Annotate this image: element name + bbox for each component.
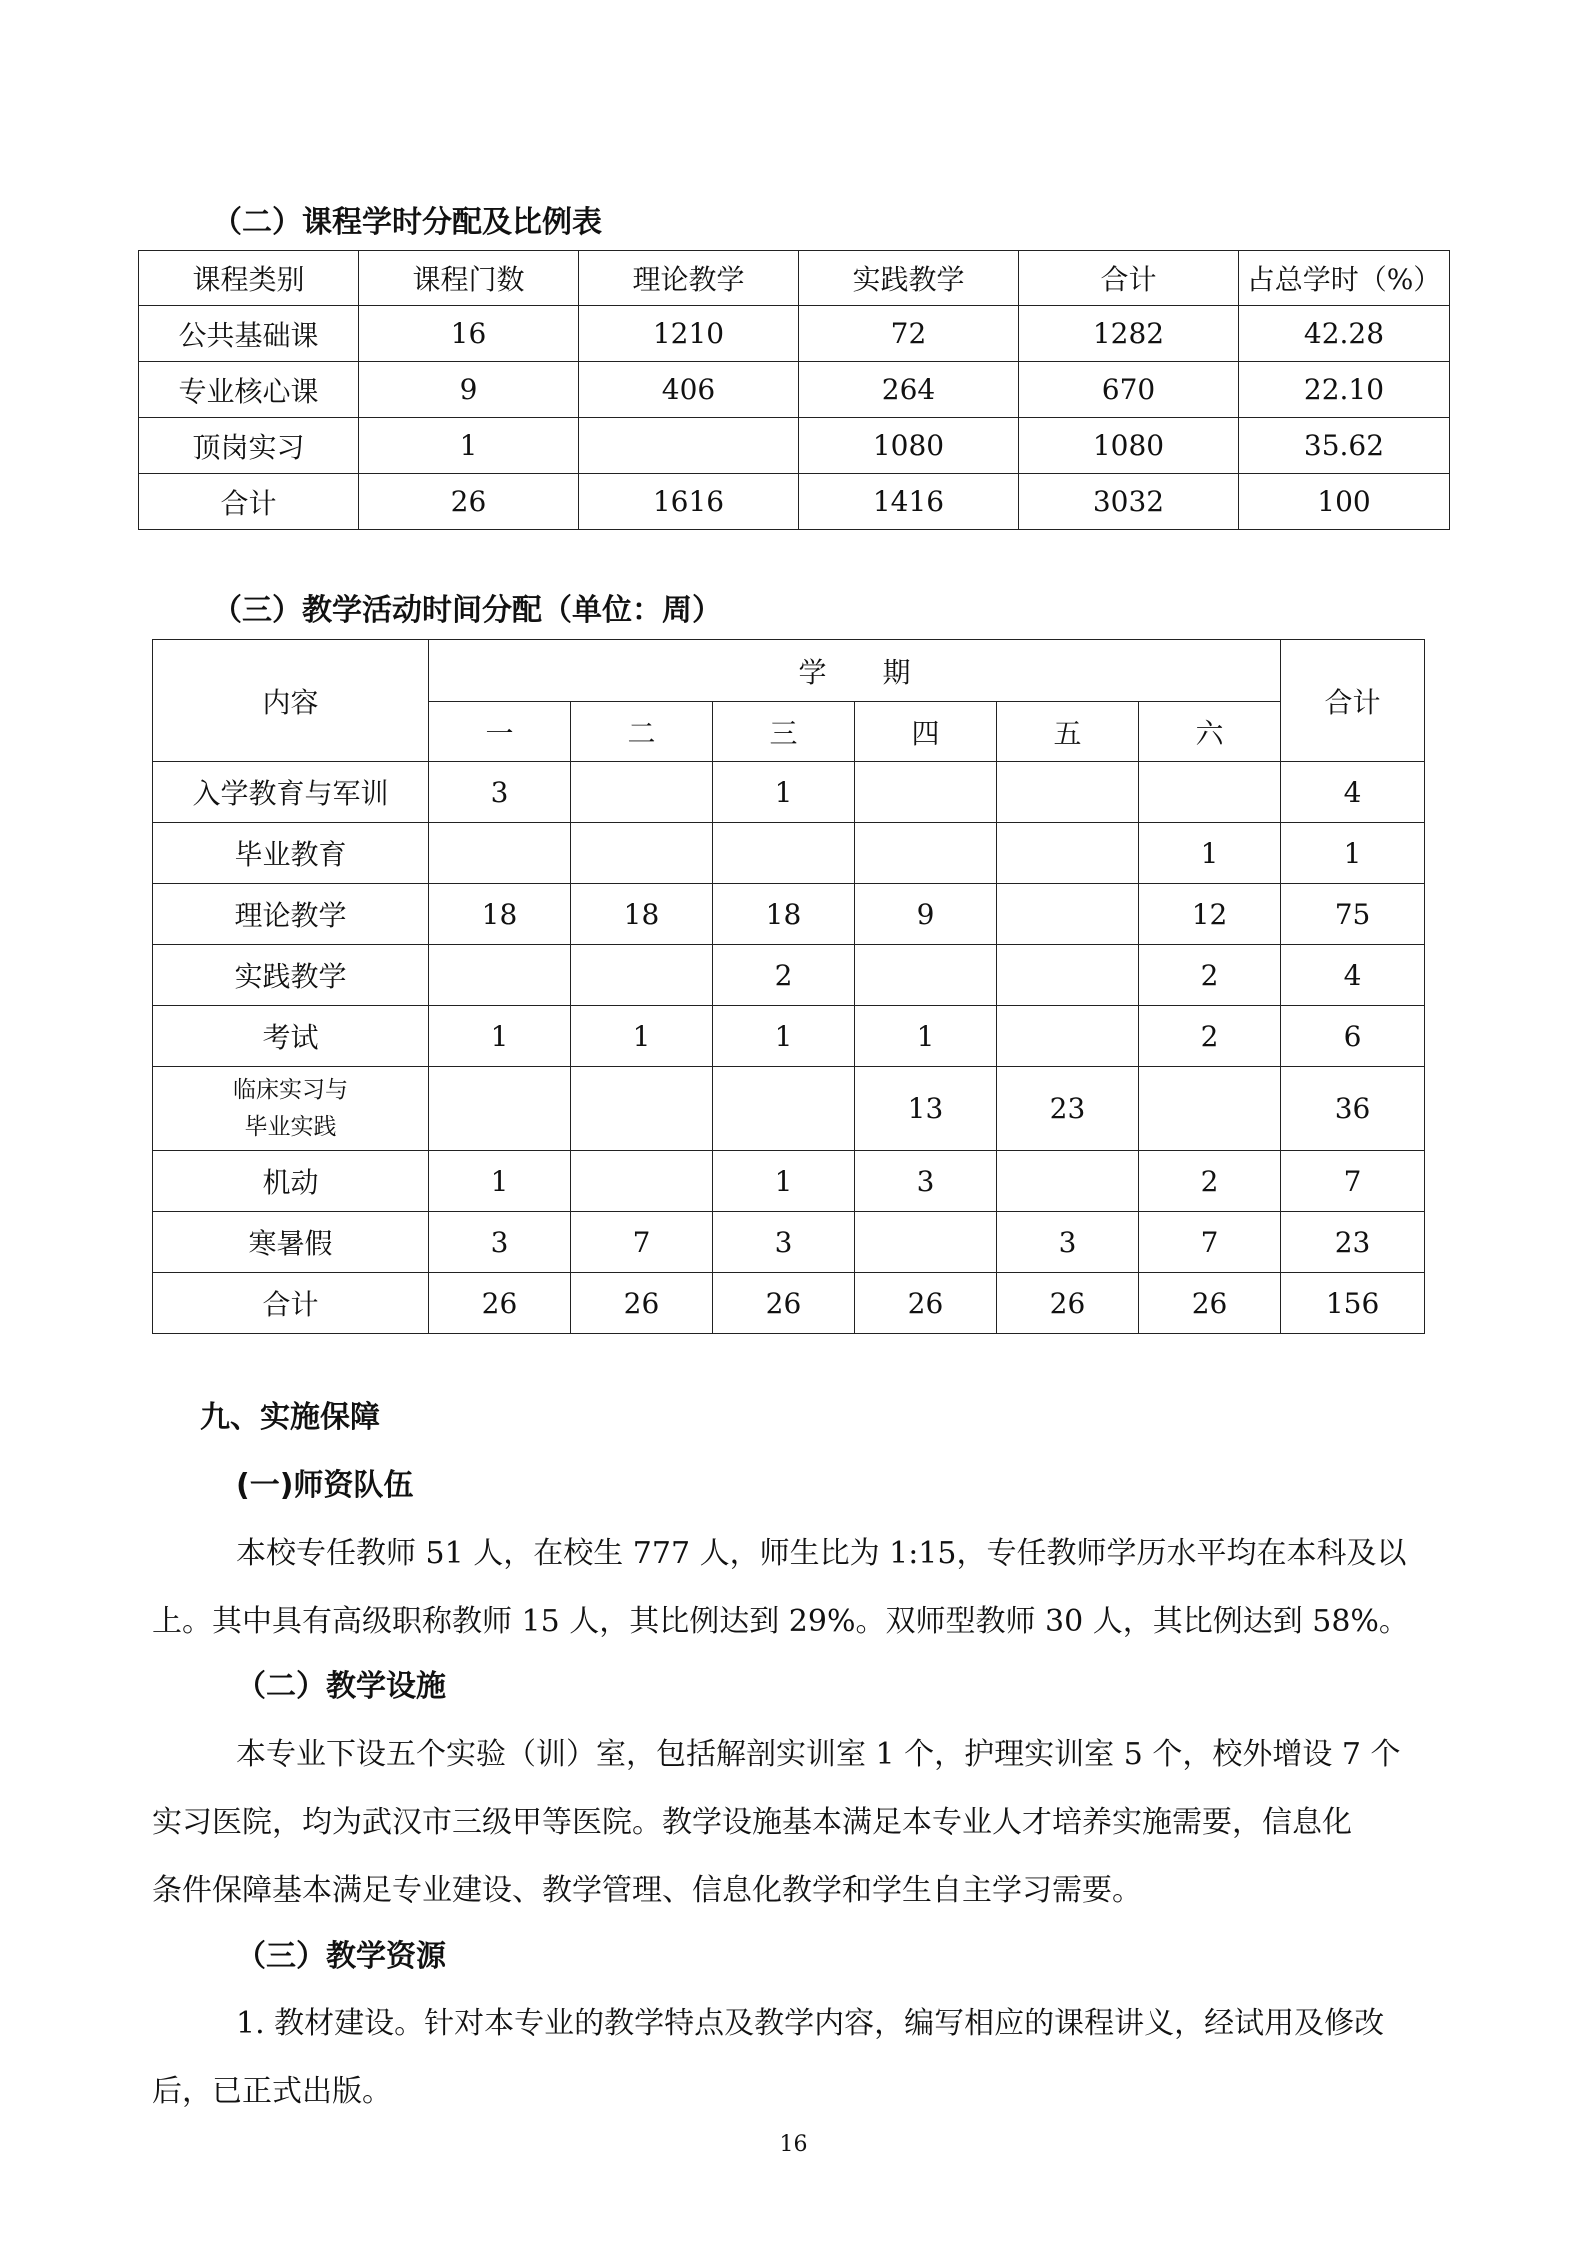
table-cell: 1616 (579, 474, 799, 530)
table-cell: 3032 (1019, 474, 1239, 530)
faculty-subheading: (一)师资队伍 (236, 1468, 414, 1503)
table-row (153, 1067, 1425, 1151)
table-cell (429, 823, 571, 884)
table-cell (855, 823, 997, 884)
table-cell: 100 (1239, 474, 1450, 530)
table-cell (997, 945, 1139, 1006)
table-cell: 1080 (799, 418, 1019, 474)
row-label: 毕业教育 (153, 823, 429, 884)
table-cell: 26 (429, 1273, 571, 1334)
table-cell: 18 (429, 884, 571, 945)
table-cell: 3 (429, 1212, 571, 1273)
table-cell (571, 1067, 713, 1151)
table-cell: 42.28 (1239, 306, 1450, 362)
table-cell: 9 (855, 884, 997, 945)
table-cell: 2 (1139, 1006, 1281, 1067)
table-cell: 12 (1139, 884, 1281, 945)
total-header: 合计 (1281, 640, 1425, 762)
table-row (153, 1151, 1425, 1212)
table-cell: 1 (855, 1006, 997, 1067)
table-cell: 1 (1139, 823, 1281, 884)
row-total-cell: 23 (1281, 1212, 1425, 1273)
facilities-subheading: （二）教学设施 (236, 1669, 446, 1704)
resources-paragraph-line2: 后，已正式出版。 (152, 2074, 392, 2109)
term-header-cell: 五 (997, 702, 1139, 762)
table-cell: 13 (855, 1067, 997, 1151)
section2-heading: （二）课程学时分配及比例表 (212, 205, 602, 240)
table-cell: 3 (429, 762, 571, 823)
table-cell: 264 (799, 362, 1019, 418)
table-cell (1139, 1067, 1281, 1151)
term-header-cell: 四 (855, 702, 997, 762)
row-total-cell: 1 (1281, 823, 1425, 884)
resources-subheading: （三）教学资源 (236, 1939, 446, 1974)
row-label-line2: 毕业实践 (244, 1113, 337, 1140)
table-row (153, 945, 1425, 1006)
row-total-cell: 4 (1281, 762, 1425, 823)
table-cell: 18 (713, 884, 855, 945)
table-cell: 35.62 (1239, 418, 1450, 474)
table-cell: 1 (713, 1006, 855, 1067)
table-cell: 顶岗实习 (139, 418, 359, 474)
table-cell (429, 945, 571, 1006)
table-row (153, 823, 1425, 884)
row-label: 机动 (153, 1151, 429, 1212)
table-row (153, 1273, 1425, 1334)
facilities-paragraph-line1: 本专业下设五个实验（训）室，包括解剖实训室 1 个，护理实训室 5 个，校外增设 7 个 (236, 1737, 1401, 1772)
table-cell: 16 (359, 306, 579, 362)
row-total-cell: 156 (1281, 1273, 1425, 1334)
table-cell (429, 1067, 571, 1151)
table-cell: 406 (579, 362, 799, 418)
row-total-cell: 36 (1281, 1067, 1425, 1151)
table-cell: 3 (713, 1212, 855, 1273)
row-label: 入学教育与军训 (153, 762, 429, 823)
section3-heading: （三）教学活动时间分配（单位：周） (212, 593, 722, 628)
table-cell: 1282 (1019, 306, 1239, 362)
table-cell: 2 (1139, 1151, 1281, 1212)
table-cell: 1 (571, 1006, 713, 1067)
column-header: 理论教学 (579, 251, 799, 306)
table-cell (997, 884, 1139, 945)
table-cell: 1080 (1019, 418, 1239, 474)
table-cell: 18 (571, 884, 713, 945)
table-cell: 7 (571, 1212, 713, 1273)
table-cell: 72 (799, 306, 1019, 362)
table-cell: 2 (1139, 945, 1281, 1006)
column-header: 课程类别 (139, 251, 359, 306)
faculty-paragraph-line2: 上。其中具有高级职称教师 15 人，其比例达到 29%。双师型教师 30 人，其比例达到 58%。 (152, 1604, 1409, 1639)
row-label: 合计 (153, 1273, 429, 1334)
table-row (153, 762, 1425, 823)
table-cell (855, 1212, 997, 1273)
column-header: 合计 (1019, 251, 1239, 306)
table-cell (855, 945, 997, 1006)
table-cell (579, 418, 799, 474)
table-cell: 1210 (579, 306, 799, 362)
table-cell: 合计 (139, 474, 359, 530)
term-header: 学 期 (429, 640, 1281, 702)
table-cell (997, 823, 1139, 884)
table-cell: 1 (713, 1151, 855, 1212)
table-cell: 9 (359, 362, 579, 418)
table-cell (855, 762, 997, 823)
row-label (153, 1067, 429, 1151)
table-cell: 26 (359, 474, 579, 530)
table-cell (1139, 762, 1281, 823)
table-cell: 26 (713, 1273, 855, 1334)
table-cell (571, 945, 713, 1006)
weeks-table (152, 639, 1425, 1334)
row-label: 考试 (153, 1006, 429, 1067)
table-cell (571, 1151, 713, 1212)
table-row (139, 474, 1450, 530)
table-cell: 7 (1139, 1212, 1281, 1273)
table-row (153, 884, 1425, 945)
row-label: 理论教学 (153, 884, 429, 945)
table-cell (571, 823, 713, 884)
table-cell: 1 (713, 762, 855, 823)
table-cell: 26 (571, 1273, 713, 1334)
facilities-paragraph-line2: 实习医院，均为武汉市三级甲等医院。教学设施基本满足本专业人才培养实施需要，信息化 (152, 1805, 1352, 1840)
term-header-cell: 六 (1139, 702, 1281, 762)
content-header: 内容 (153, 640, 429, 762)
resources-paragraph-line1: 1. 教材建设。针对本专业的教学特点及教学内容，编写相应的课程讲义，经试用及修改 (236, 2006, 1385, 2041)
column-header: 实践教学 (799, 251, 1019, 306)
table-cell: 1 (429, 1006, 571, 1067)
row-total-cell: 7 (1281, 1151, 1425, 1212)
faculty-paragraph-line1: 本校专任教师 51 人，在校生 777 人，师生比为 1:15，专任教师学历水平均在本科及以 (236, 1536, 1407, 1571)
term-header-cell: 三 (713, 702, 855, 762)
column-header: 课程门数 (359, 251, 579, 306)
table-cell (997, 1151, 1139, 1212)
table-cell (997, 1006, 1139, 1067)
table-cell (571, 762, 713, 823)
hours-table (138, 250, 1450, 530)
page-number: 16 (779, 2132, 808, 2157)
table-cell: 公共基础课 (139, 306, 359, 362)
table-cell: 23 (997, 1067, 1139, 1151)
row-label-line1: 临床实习与 (233, 1076, 348, 1103)
table-cell: 1 (429, 1151, 571, 1212)
table-cell (713, 823, 855, 884)
row-total-cell: 6 (1281, 1006, 1425, 1067)
table-cell (997, 762, 1139, 823)
table-cell (713, 1067, 855, 1151)
table-cell: 3 (997, 1212, 1139, 1273)
table-cell: 专业核心课 (139, 362, 359, 418)
table-header-row (139, 251, 1450, 306)
table-cell: 1 (359, 418, 579, 474)
term-header-cell: 一 (429, 702, 571, 762)
table-row (139, 418, 1450, 474)
table-cell: 1416 (799, 474, 1019, 530)
table-row (153, 1006, 1425, 1067)
table-cell: 26 (1139, 1273, 1281, 1334)
table-cell: 670 (1019, 362, 1239, 418)
row-label: 实践教学 (153, 945, 429, 1006)
term-header-cell: 二 (571, 702, 713, 762)
table-cell: 26 (997, 1273, 1139, 1334)
row-total-cell: 4 (1281, 945, 1425, 1006)
table-cell: 22.10 (1239, 362, 1450, 418)
table-row (139, 306, 1450, 362)
facilities-paragraph-line3: 条件保障基本满足专业建设、教学管理、信息化教学和学生自主学习需要。 (152, 1873, 1142, 1908)
row-label: 寒暑假 (153, 1212, 429, 1273)
row-total-cell: 75 (1281, 884, 1425, 945)
table-cell: 2 (713, 945, 855, 1006)
column-header: 占总学时（%） (1239, 251, 1450, 306)
table-cell: 3 (855, 1151, 997, 1212)
table-row (139, 362, 1450, 418)
table-cell: 26 (855, 1273, 997, 1334)
section9-heading: 九、实施保障 (200, 1400, 380, 1435)
table-row (153, 1212, 1425, 1273)
